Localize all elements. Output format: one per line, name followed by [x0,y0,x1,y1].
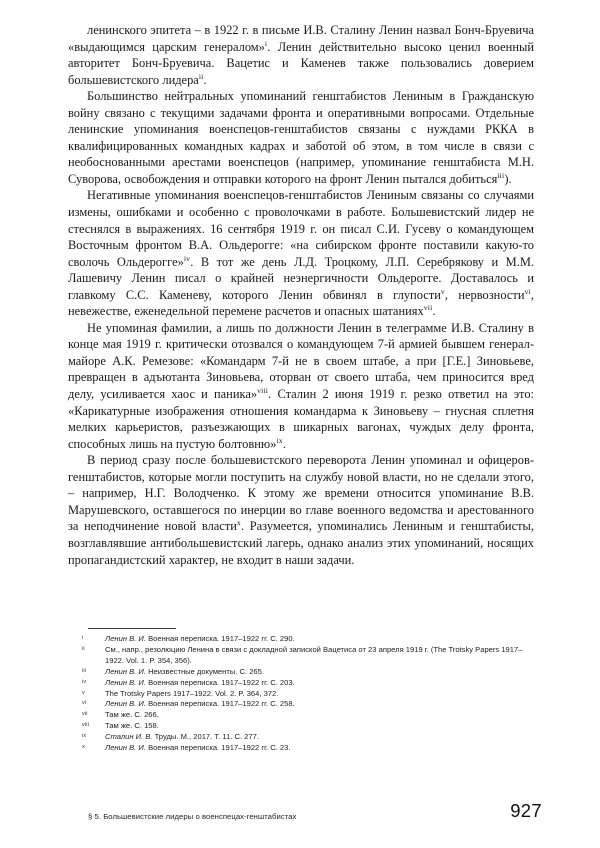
footnote-marker: ii [82,645,85,652]
footnote-marker: x [82,744,85,751]
footnote-text: Ленин В. И. Военная переписка. 1917–1922 гг. С. 290. [105,634,295,643]
footnote-marker: ix [82,733,87,740]
footnote-list [80,634,535,754]
page-number: 927 [510,800,542,821]
footnote-text: Ленин В. И. Военная переписка. 1917–1922 гг. С. 23. [105,743,291,753]
footnotes-section [80,628,535,754]
footnote-item [80,699,535,710]
body-text-column [68,22,534,568]
footnote-marker: vi [82,700,87,707]
body-paragraph: В период сразу после большевистского переворота Ленин упоминал и офицеров-генштабистов, которые могли поступить на службу новой власти, но не сделали этого, – например, Н.Г. Володченко. К этому же времени относится упоминание В.В. Марушевского, оставшегося по инерции во главе военного ведомства и арестованного за неподчинение новой власти$^x$. Разумеется, упоминались Лениным и генштабисты, возглавлявшие антибольшевистский лагерь, однако анализ этих упоминаний, носящих пропагандистский характер, не входит в наши задачи. [68,453,534,567]
footnote-item [80,710,535,721]
body-paragraph: Не упоминая фамилии, а лишь по должности Ленин в телеграмме И.В. Сталину в конце мая 1919 г. критически отозвался о командующем 7-й армией бывшем генерал-майоре А.К. Ремезове: «Командарм 7-й не в своем штабе, а при [Г.Е.] Зиновьеве, превращен в адъютанта Зиновьева, оторван от своего штаба, чем приносится вред делу, усиливается хаос и паника»$^{viii}$. Сталин 2 июня 1919 г. резко ответил на это: «Карикатурные изображения отношения командарма к Зиновьеву – гнусная сплетня мелких карьеристов, разъезжающих в шикарных вагонах, чуждых делу фронта, способных лишь на пустую болтовню»$^{ix}$. [68,320,535,451]
footnote-text: Там же. С. 266. [105,710,159,720]
footnote-text: The Trotsky Papers 1917–1922. Vol. 2. P. 364, 372. [105,688,279,698]
footnote-item [80,667,535,678]
footnote-item [80,689,535,700]
footnote-marker: i [82,635,84,641]
footnote-text: Ленин В. И. Неизвестные документы. С. 265. [105,666,264,676]
page-footer [0,800,600,846]
footnote-text: Ленин В. И. Военная переписка. 1917–1922 гг. С. 203. [105,677,295,687]
footer-section-title: § 5. Большевистские лидеры о военспецах-генштабистах [88,812,297,821]
footnote-item [80,634,535,645]
footnote-text: Там же. С. 158. [105,721,159,731]
body-paragraph: ленинского эпитета – в 1922 г. в письме И.В. Сталину Ленин назвал Бонч-Бруевича «выдающимся царским генералом»$^i$. Ленин действительно высоко ценил военный авторитет Бонч-Бруевича. Вацетис и Каменев также пользовались доверием большевистского лидера$^{ii}$. [68,23,534,87]
footnote-item [80,721,535,732]
footnote-text: Ленин В. И. Военная переписка. 1917–1922 гг. С. 258. [105,699,295,709]
footnote-text: См., напр., резолюцию Ленина в связи с докладной запиской Вацетиса от 23 апреля 1919 г. (The Trotsky Papers 1917–1922. Vol. 1. P. 354, 356). [105,644,523,665]
footnote-marker: iv [82,678,87,685]
footnote-item [80,678,535,689]
footnote-separator-rule [88,628,176,629]
body-paragraph: Негативные упоминания военспецов-генштабистов Лениным связаны со случаями измены, ошибками и особенно с проволочками в работе. Большевистский лидер не стеснялся в выражениях. 16 сентября 1919 г. он писал С.И. Гусеву о командующем Восточным фронтом В.А. Ольдерогге: «на сибирском фронте поставили какую-то сволочь Ольдерогге»$^{iv}$. В тот же день Л.Д. Троцкому, Л.П. Серебрякову и М.М. Лашевичу Ленин писал о крайней неэнергичности Ольдерогге. Доставалось и главкому С.С. Каменеву, которого Ленин обвинял в глупости$^v$, нервозности$^{vi}$, невежестве, еженедельной перемене расчетов и опасных шатаниях$^{vii}$. [68,188,535,319]
footnote-item [80,743,535,754]
footnote-marker: iii [82,667,87,674]
footnote-marker: v [82,689,85,696]
body-paragraph: Большинство нейтральных упоминаний генштабистов Лениным в Гражданскую войну связано с текущими задачами фронта и оперативными вопросами. Отдельные ленинские упоминания военспецов-генштабистов связаны с нуждами РККА в квалифицированных командных кадрах и заботой об этом, в том числе в связи с необоснованными арестами военспецов (например, упоминание генштабиста М.Н. Суворова, освобождения и отправки которого на фронт Ленин пытался добиться$^{iii}$). [68,89,534,186]
footnote-text: Сталин И. В. Труды. М., 2017. Т. 11. С. 277. [105,732,259,742]
footnote-item [80,732,535,743]
footnote-marker: viii [82,722,90,729]
footnote-item [80,645,535,667]
footnote-marker: vii [82,711,88,718]
